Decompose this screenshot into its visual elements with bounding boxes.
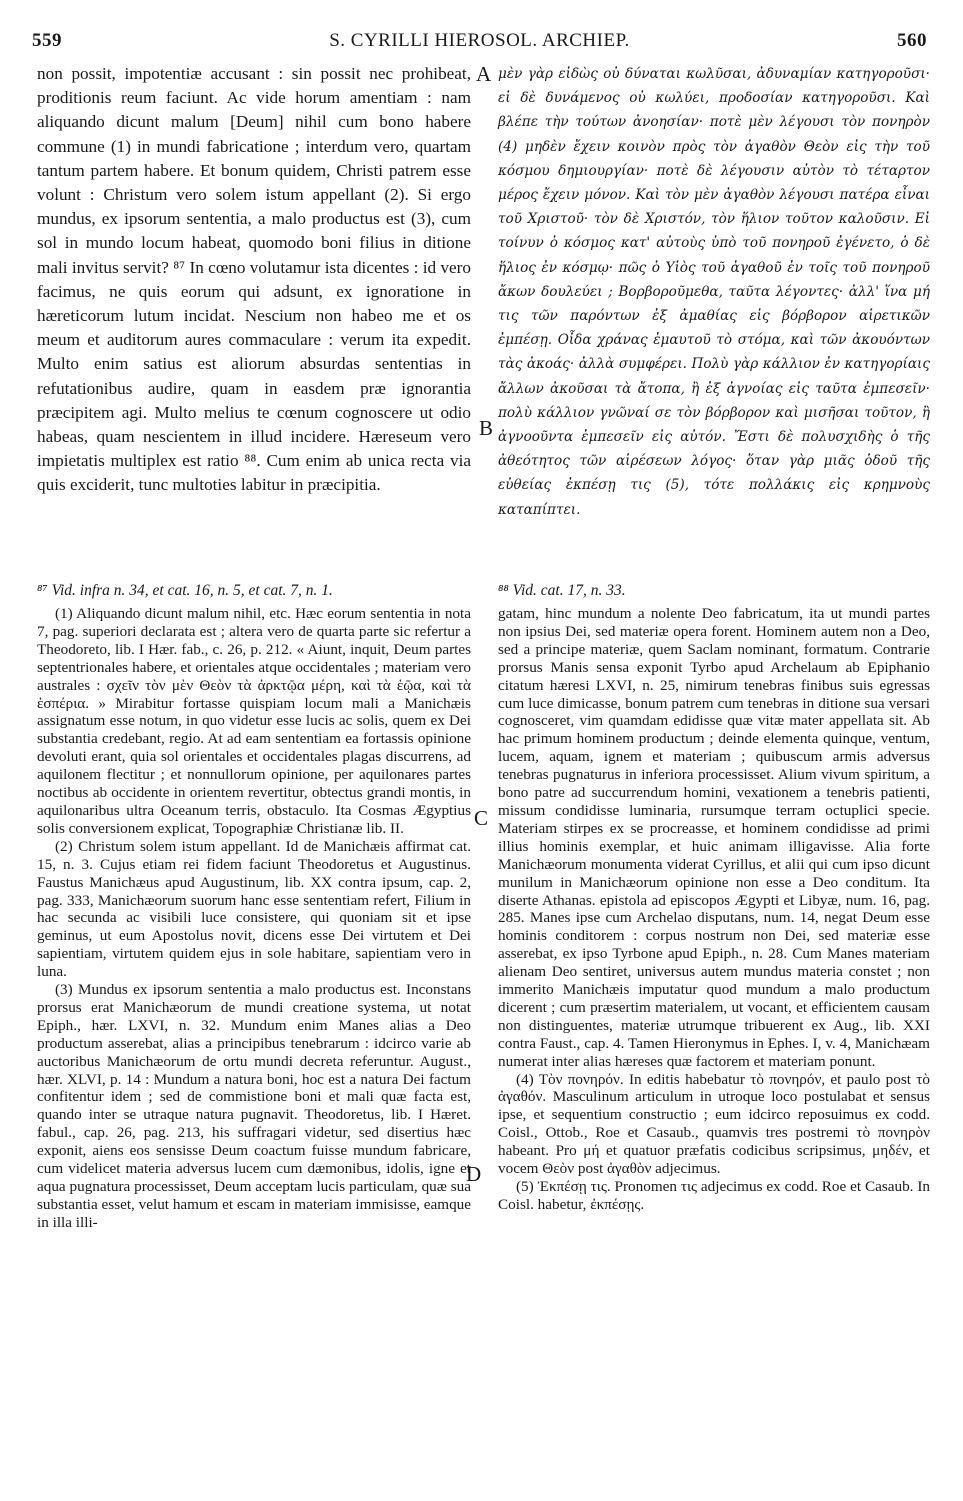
- section-marker-a: A: [476, 62, 492, 86]
- page-number-right: 560: [897, 30, 927, 51]
- page-number-left: 559: [32, 30, 62, 51]
- footnotes-left-column: [37, 605, 471, 1485]
- cross-reference-notes: [37, 582, 930, 606]
- footnote-5: (5) Ἐκπέσῃ τις. Pronomen τις adjecimus ex codd. Roe et Casaub. In Coisl. habetur, ἐκπέσῃς.: [498, 1178, 930, 1213]
- page-header: [32, 30, 927, 60]
- footnote-2: (2) Christum solem istum appellant. Id de Manichæis affirmat cat. 15, n. 3. Cujus etiam rei fidem faciunt Theodoretus et Augustinus. Faustus Manichæus apud Augustinum, lib. XX contra ipsum, cap. 2, pag. 333, Manichæorum suorum hanc esse sententiam refert, Filium in hac secunda ac visibili luce consistere, qui quoniam sit et ipse geminus, ut eum Apostolus novit, dicens esse Dei virtutem et Dei sapientiam, virtutem quidem ejus in sole habitare, sapientiam vero in luna.: [37, 837, 471, 981]
- section-marker-c: C: [474, 806, 489, 830]
- note-ref-87: ⁸⁷ Vid. infra n. 34, et cat. 16, n. 5, et cat. 7, n. 1.: [37, 582, 333, 599]
- section-marker-d: D: [466, 1162, 482, 1186]
- running-title: S. CYRILLI HIEROSOL. ARCHIEP.: [329, 30, 630, 51]
- greek-text-column: [498, 62, 930, 522]
- footnote-3-continued: gatam, hinc mundum a nolente Deo fabricatum, ita ut mundi partes non ipsius Dei, sed materiæ opera forent. Hominem autem non a Deo, sed a principe materiæ, quem Saclam nominant, formatum. Contrarie prorsus Manis sensa exponit Tyrbo apud Archelaum ab Epiphanio citatum hæresi LXVI, n. 25, nimirum tenebras finibus suis egressas cum luce dimicasse, bonum patrem cum tenebras in ditione sua versari cognosceret, vim quamdam edidisse quæ vitæ mater appellata sit. Ab hac primum hominem productum ; deinde elementa quinque, ventum, lucem, aquam, ignem et materiam ; quibuscum armis adversus tenebras pugnaturus in inferiora processisset. Alium vivum spiritum, a bono patre ad succurrendum homini, vexationem a tenebris patienti, missum condidisse luminaria, rursumque terram octuplici specie. Materiam stirpes ex se procreasse, et hominem condidisse ad primi illius hominis exemplar, et huic animam illigavisse. Alia forte Manichæorum monumenta viderat Cyrillus, et alii qui cum ipso dicunt munilum in Manichæorum opinione non esse a Deo conditum. Ita diserte Athanas. epistola ad episcopos Ægypti et Libyæ, num. 16, pag. 285. Manes ipse cum Archelao disputans, num. 14, negat Deum esse hominis conditorem : corpus nostrum non Dei, sed materiæ esse asserebat, ex ipso Tyrbone apud Epiph., n. 28. Cum Manes materiam alienam Deo sentiret, universus autem mundus materia constet ; non immerito Manichæis imputatur quod mundum a malo productum dicerent ; cum præsertim materialem, ut vocant, et efficientem causam non distinguentes, materiæ utrumque tribuerent ex Aug., lib. XXI contra Faust., cap. 4. Tamen Hieronymus in Ephes. I, v. 4, Manichæam numerat inter alias hæreses quæ factorem et materiam ponunt.: [498, 605, 930, 1070]
- footnote-4: (4) Τὸν πονηρόν. In editis habebatur τὸ πονηρόν, et paulo post τὸ ἀγαθόν. Masculinum articulum in utroque loco postulabat et sensus ipse, et sequentium constructio ; eum idcirco reposuimus ex codd. Coisl., Ottob., Roe et Casaub., quamvis tres postremi τὸ πονηρὸν habeant. Pro μή et quatuor præfatis codicibus scripsimus, μηδέν, et vocem Θεὸν post ἀγαθὸν adjecimus.: [498, 1070, 930, 1178]
- footnote-1: (1) Aliquando dicunt malum nihil, etc. Hæc eorum sententia in nota 7, pag. superiori declarata est ; altera vero de quarta parte sic refertur a Theodoreto, lib. I Hær. fab., c. 26, p. 212. « Aiunt, inquit, Deum partes septentrionales habere, et orientales atque occidentales ; materiam vero australes : σχεῖν τὸν μὲν Θεὸν τὰ ἀρκτῷα μέρη, καὶ τὰ ἑῷα, καὶ τὰ ἑσπέρια. » Mirabitur fortasse quispiam locum mali a Manichæis assignatum esse notum, in quo videtur esse lucis ac solis, quem ex Dei substantia credebant, regio. At ad eam sententiam ea fortassis opinione devoluti erant, quia sol orientales et occidentales plagas discurrens, ad aquilonem flectitur ; et nonnullorum opinione, per aquilonares partes noctibus ab occidente in orientem revertitur, obtectus grandi montis, in aquilonaribus ultra Oceanum terris, obstaculo. Ita Cosmas Ægyptius solis conversionem explicat, Topographiæ Christianæ lib. II.: [37, 605, 471, 837]
- greek-paragraph: μὲν γὰρ εἰδὼς οὐ δύναται κωλῦσαι, ἀδυναμίαν κατηγοροῦσι· εἰ δὲ δυνάμενος οὐ κωλύει, προδοσίαν κατηγοροῦσι. Καὶ βλέπε τὴν τούτων ἀνοησίαν· ποτὲ μὲν λέγουσι τὸν πονηρὸν (4) μηδὲν ἔχειν κοινὸν πρὸς τὸν ἀγαθὸν Θεὸν εἰς τὴν τοῦ κόσμου δημιουργίαν· ποτὲ δὲ λέγουσιν αὐτὸν τὸ τέταρτον μέρος ἔχειν μόνον. Καὶ τὸν μὲν ἀγαθὸν λέγουσι πατέρα εἶναι τοῦ Χριστοῦ· τὸν δὲ Χριστόν, τὸν ἥλιον τοῦτον καλοῦσιν. Εἰ τοίνυν ὁ κόσμος κατ' αὐτοὺς ὑπὸ τοῦ πονηροῦ ἐγένετο, ὁ δὲ ἥλιος ἐν κόσμῳ· πῶς ὁ Υἱὸς τοῦ ἀγαθοῦ ἐν τοῖς τοῦ πονηροῦ ἄκων δουλεύει ; Βορβοροῦμεθα, ταῦτα λέγοντες· ἀλλ' ἵνα μή τις τῶν παρόντων ἐξ ἀμαθίας εἰς βόρβορον αἱρετικῶν ἐμπέσῃ. Οἶδα χράνας ἐμαυτοῦ τὸ στόμα, καὶ τῶν ἀκουόντων τὰς ἀκοάς· ἀλλὰ συμφέρει. Πολὺ γὰρ κάλλιον ἐν κατηγορίαις ἄλλων ἀκοῦσαι τὰ ἄτοπα, ἢ ἐξ ἀγνοίας εἰς ταῦτα ἐμπεσεῖν· πολὺ κάλλιον γνῶναί σε τὸν βόρβορον καὶ μισῆσαι τοῦτον, ἢ ἀγνοοῦντα ἐμπεσεῖν εἰς αὐτόν. Ἔστι δὲ πολυσχιδὴς ὁ τῆς ἀθεότητος τῶν αἱρέσεων λόγος· ὅταν γὰρ μιᾶς ὁδοῦ τῆς εὐθείας ἐκπέσῃ τις (5), τότε πολλάκις εἰς κρημνοὺς καταπίπτει.: [498, 66, 930, 518]
- section-marker-b: B: [479, 416, 494, 440]
- note-ref-88: ⁸⁸ Vid. cat. 17, n. 33.: [498, 582, 626, 599]
- footnote-3: (3) Mundus ex ipsorum sententia a malo productus est. Inconstans prorsus erat Manichæorum de mundi creatione systema, ut notat Epiph., hær. LXVI, n. 32. Mundum enim Manes alias a Deo productum asserebat, alias a principibus tenebrarum : idcirco varie ab auctoribus Manichæorum de ortu mundi decreta referuntur. August., hær. XLVI, p. 14 : Mundum a natura boni, hoc est a natura Dei factum confitentur idem ; sed de commistione boni et mali quæ facta est, quando inter se utraque natura pugnavit. Theodoretus, lib. I Hæret. fabul., cap. 26, pag. 213, his suffragari videtur, sed disertius hæc exponit, aiens eos sensisse Deum coactum fuisse mundum fabricare, cum videlicet materia adversus lucem cum dæmonibus, idolis, igne et aqua pugnatura processisset, Deum acceptam lucis particulam, quæ sua substantia esset, velut hamum et escam in materiam immisisse, eamque in illa illi-: [37, 981, 471, 1231]
- footnotes-right-column: [498, 605, 930, 1485]
- latin-text-column: [37, 62, 471, 498]
- latin-paragraph: non possit, impotentiæ accusant : sin possit nec prohibeat, proditionis reum faciunt. Ac vide horum amentiam : nam aliquando dicunt malum [Deum] nihil cum bono habere commune (1) in mundi fabricatione ; interdum vero, quartam tantum partem habere. Et bonum quidem, Christi patrem esse volunt : Christum vero solem istum appellant (2). Si ergo mundus, ex ipsorum sententia, a malo productus est (3), cum sol in mundo locum habeat, quomodo boni filius in ditione mali invitus servit? ⁸⁷ In cœno volutamur ista dicentes : id vero facimus, ne quis eorum qui adsunt, ex ignoratione in hæreticorum lutum incidat. Nescium non habeo me et os meum et auditorum aures commaculare : verum ita expedit. Multo enim satius est aliorum absurdas sententias in refutationibus audire, quam in easdem præ ignorantia præcipitem agi. Multo melius te cœnum cognoscere ut odio habeas, quam nescientem in illud incidere. Hæreseum vero impietatis multiplex est ratio ⁸⁸. Cum enim ab unica recta via quis exciderit, tunc multoties labitur in præcipitia.: [37, 64, 471, 495]
